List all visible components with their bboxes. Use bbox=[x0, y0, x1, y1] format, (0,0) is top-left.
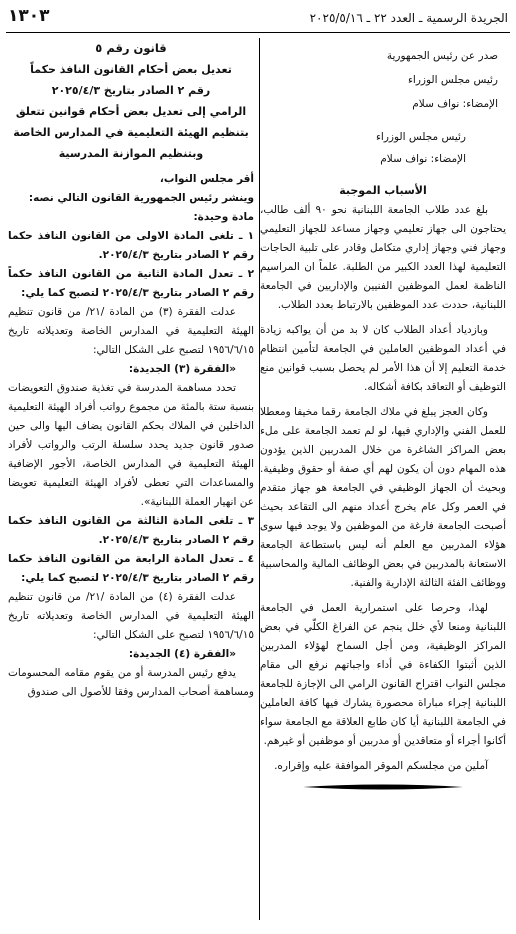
issued-by: صدر عن رئيس الجمهورية bbox=[386, 50, 498, 62]
law-title-line: رقم ٢ الصادر بتاريخ ٢٠٢٥/٤/٣ bbox=[51, 84, 211, 97]
reasons-paragraph: وكان العجز يبلغ في ملاك الجامعة رقما مخيفا ومعطلا للعمل الفني والإداري فيها، لو لم تعمد الجامعة على ملء بعض المراكز الشاغرة من خلال المدربين الذين يؤدون هذه المهام دون أن يكون لهم أي صفة أو حقوق وظيفية. وبحيث أن الجهاز الوظيفي في الجامعة هو جهاز متقدم في العمر وكل عام يخرج أعداد منهم الى التقاعد بحيث أصبحت الجامعة فارغة من الموظفين ولا يوجد فيها سوى هؤلاء المدربين مع العلم أنه ليس باستطاعة الجامعة الاستعانة بالمدربين في بعض الوظائف المالية والمحاسبية ووظائف الفئة الثالثة الإدارية والفنية. bbox=[260, 406, 506, 589]
right-column bbox=[260, 38, 506, 924]
law-number: قانون رقم ٥ bbox=[95, 41, 167, 55]
law-title-line: وبتنظيم الموازنة المدرسية bbox=[58, 147, 204, 160]
reasons-paragraph: بلغ عدد طلاب الجامعة اللبنانية نحو ٩٠ ألف طالب، يحتاجون الى جهاز تعليمي وجهاز مساعد للجهاز التعليمي وجهاز فني وجهاز إداري متكامل وقادر على تلبية الحاجات التعليمية لهذا العدد الكبير من الطلبة. علماً ان المراسيم الناظمة لعمل الموظفين الفنيين والإداريين في الجامعة اللبنانية، حددت عدد الموظفين بالارتباط بعدد الطلاب. bbox=[260, 204, 506, 311]
reasons-paragraph: وبازدياد أعداد الطلاب كان لا بد من أن يواكبه زيادة في أعداد الموظفين العاملين في الجامعة لتأمين انتظام خدمة التعليم إلا أن هذا الأمر لم يحصل بسبب قوانين منع التوظيف أو التعاقد بكافة أشكاله. bbox=[260, 324, 506, 393]
law-title-line: الرامي إلى تعديل بعض أحكام قوانين تتعلق bbox=[15, 105, 247, 118]
paragraph-3-heading: «الفقرة (٣) الجديدة: bbox=[128, 363, 236, 375]
law-item-3: ٣ ـ تلغى المادة الثالثة من القانون النافذ حكما رقم ٢ الصادر بتاريخ ٢٠٢٥/٤/٣. bbox=[8, 515, 254, 546]
law-item-2: ٢ ـ تعدل المادة الثانية من القانون النافذ حكماً رقم ٢ الصادر بتاريخ ٢٠٢٥/٤/٣ لتصبح كما يلي: bbox=[8, 268, 254, 299]
law-title-line: تعديل بعض أحكام القانون النافذ حكماً bbox=[30, 63, 232, 76]
law-item-4: ٤ ـ تعدل المادة الرابعة من القانون النافذ حكما رقم ٢ الصادر بتاريخ ٢٠٢٥/٤/٣ لتصبح كما يلي: bbox=[8, 553, 254, 584]
left-column bbox=[8, 38, 254, 924]
reasons-title: الأسباب الموجبة bbox=[339, 184, 427, 197]
pm-signature: الإمضاء: نواف سلام bbox=[380, 153, 466, 165]
paragraph-4-heading: «الفقرة (٤) الجديدة: bbox=[128, 648, 236, 660]
paragraph-3-text: تحدد مساهمة المدرسة في تغذية صندوق التعويضات بنسبة ستة بالمئة من مجموع رواتب أفراد الهيئة التعليمية الداخلين في الملاك بحكم القانون يضاف اليها والى حين صدور قانون جديد يحدد سلسلة الرتب والرواتب لأفراد الهيئة التعليمية في المدارس الخاصة، الأجور الإضافية والمساعدات التي تعطى لأفراد الهيئة التعليمية تعويضا عن انهيار العملة اللبنانية». bbox=[8, 382, 254, 508]
signature-block-pm bbox=[260, 126, 506, 170]
pm-title: رئيس مجلس الوزراء bbox=[407, 74, 498, 86]
promulgates-line: وينشر رئيس الجمهورية القانون التالي نصه: bbox=[28, 192, 254, 204]
paragraph-4-text: يدفع رئيس المدرسة أو من يقوم مقامه المحسومات ومساهمة أصحاب المدارس وفقا للأصول الى صندوق bbox=[8, 667, 254, 698]
header-rule bbox=[6, 32, 510, 33]
law-item-1: ١ ـ تلغى المادة الاولى من القانون النافذ حكما رقم ٢ الصادر بتاريخ ٢٠٢٥/٤/٣. bbox=[8, 230, 254, 261]
pm-title: رئيس مجلس الوزراء bbox=[375, 131, 466, 143]
journal-title: الجريدة الرسمية ـ العدد ٢٢ ـ ٢٠٢٥/٥/١٦ bbox=[309, 11, 508, 25]
law-title-line: بتنظيم الهيئة التعليمية في المدارس الخاصة bbox=[13, 126, 249, 139]
law-item-2-text: عدلت الفقرة (٣) من المادة /٢١/ من قانون تنظيم الهيئة التعليمية في المدارس الخاصة وتعديلاته تاريخ ١٩٥٦/٦/١٥ لتصبح على الشكل التالي: bbox=[8, 306, 254, 356]
law-heading bbox=[8, 38, 254, 164]
page-number: ١٣٠٣ bbox=[8, 6, 50, 26]
page-header bbox=[8, 6, 508, 32]
signature-block-president bbox=[260, 44, 506, 116]
single-article: مادة وحيدة: bbox=[193, 211, 254, 223]
reasons-closing: آملين من مجلسكم الموقر الموافقة عليه وإقراره. bbox=[274, 760, 488, 772]
law-item-4-text: عدلت الفقرة (٤) من المادة /٢١/ من قانون تنظيم الهيئة التعليمية في المدارس الخاصة وتعديلاته تاريخ ١٩٥٦/٦/١٥ لتصبح على الشكل التالي: bbox=[8, 591, 254, 641]
ornament-divider bbox=[303, 782, 463, 792]
approved-line: أقر مجلس النواب، bbox=[159, 173, 254, 185]
reasons-paragraph: لهذا، وحرصا على استمرارية العمل في الجامعة اللبنانية ومنعا لأي خلل ينجم عن الفراغ الكلّي في بعض المراكز الوظيفية، ومن أجل السماح لهؤلاء المدربين الذين أثبتوا الكفاءة في أداء واجباتهم نرفع الى مقام مجلس النواب اقتراح القانون الرامي الى الإجازة للجامعة اللبنانية إجراء مباراة محصورة يشارك فيها كافة العاملين في الجامعة اللبنانية أيا كان طابع العلاقة مع الجامعة سواء أكانوا أجراء أو متعاقدين أو مدربين أو موظفين أو غيرهم. bbox=[260, 602, 506, 747]
pm-signature: الإمضاء: نواف سلام bbox=[412, 98, 498, 110]
